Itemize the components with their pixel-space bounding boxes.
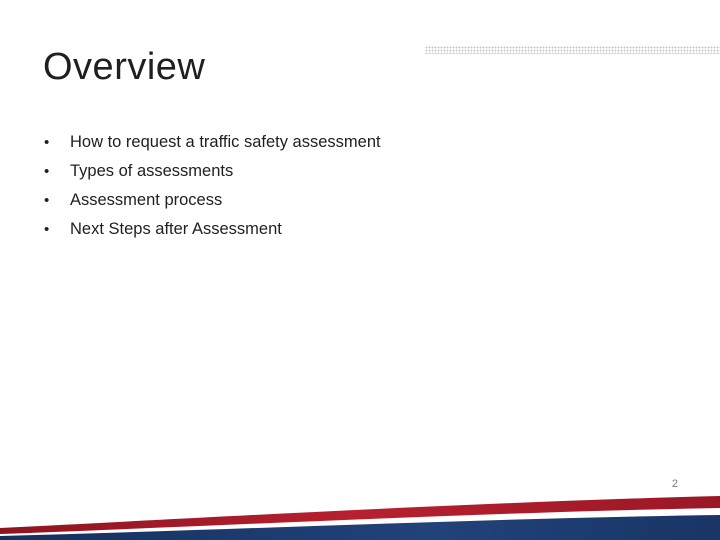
bullet-text: Types of assessments <box>70 162 234 180</box>
bullet-text: How to request a traffic safety assessment <box>70 133 381 151</box>
bullet-text: Next Steps after Assessment <box>70 220 282 238</box>
bullet-dot-icon: • <box>44 163 50 180</box>
bullet-dot-icon: • <box>44 192 50 209</box>
dotted-divider <box>425 46 720 54</box>
bullet-dot-icon: • <box>44 134 50 151</box>
slide-title: Overview <box>43 46 206 88</box>
bullet-dot-icon: • <box>44 221 50 238</box>
footer-swoosh-decoration <box>0 488 720 540</box>
page-number: 2 <box>671 478 678 490</box>
bullet-text: Assessment process <box>70 191 223 209</box>
